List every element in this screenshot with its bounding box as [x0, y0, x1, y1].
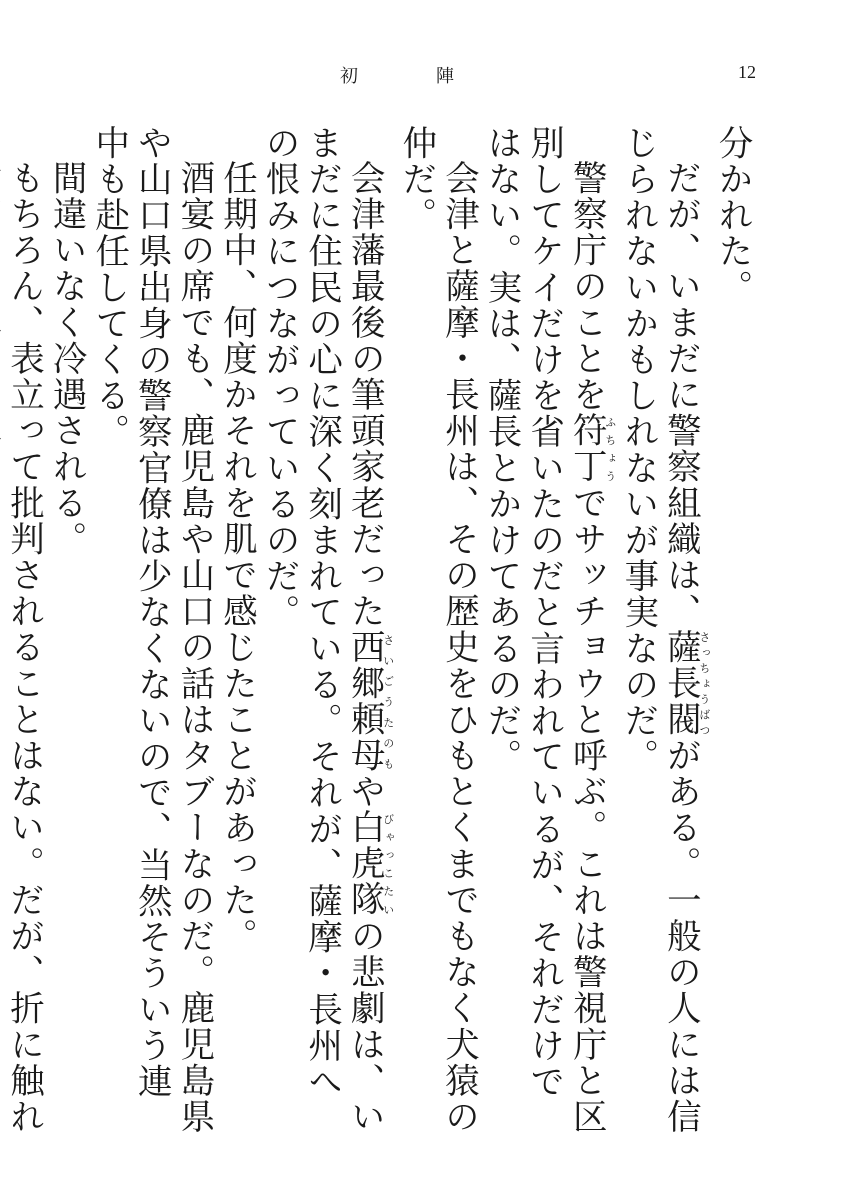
text-run: もちろん、表立って批判されることはない。だが、折に触れ [3, 159, 44, 1135]
paragraph [257, 125, 394, 1135]
paragraph [479, 125, 616, 1135]
paragraph [0, 125, 45, 1135]
text-run: でサッチョウと呼ぶ。これは警視庁と区別してケイだけを省いたのだと言われているが、それだけではない。実は、薩長とかけてあるのだ。 [481, 125, 607, 1135]
ruby-reading: びゃっこたい [381, 809, 395, 918]
text-run: や [344, 773, 385, 810]
text-run: 会津藩最後の筆頭家老だった [344, 159, 385, 629]
text-run: 酒宴の席でも、鹿児島や山口の話はタブーなのだ。鹿児島県や山口県出身の警察官僚は少なくないので、当然そういう連中も赴任してくる。 [88, 125, 214, 1135]
vertical-body-text [3, 125, 753, 1135]
paragraph [394, 125, 479, 1135]
text-run: 分かれた。 [712, 125, 752, 306]
ruby-reading: さっちょうばつ [697, 628, 711, 738]
ruby-reading: ふちょう [603, 412, 617, 485]
ruby-base: 符丁 [566, 412, 607, 485]
page-number: 12 [738, 62, 756, 82]
ruby-term [344, 628, 395, 774]
text-run: 間違いなく冷遇される。 [46, 159, 87, 557]
paragraph [87, 125, 215, 1135]
text-run: だが、いまだに警察組織は、 [660, 159, 701, 629]
ruby-term [566, 412, 617, 485]
ruby-term [660, 628, 711, 738]
paragraph [215, 125, 258, 1135]
ruby-base: 白虎隊 [344, 809, 385, 918]
page-header-title: 初 陣 [340, 66, 484, 87]
ruby-base: 薩長閥 [660, 628, 701, 738]
text-run: 警察庁のことを [566, 159, 607, 413]
text-run: がある。一般の人には信じられないかもしれないが事実なのだ。 [617, 125, 701, 1135]
text-run: 会津と薩摩・長州は、その歴史をひもとくまでもなく犬猿の仲だ。 [395, 125, 479, 1135]
paragraph [616, 125, 710, 1135]
text-run: 任期中、何度かそれを肌で感じたことがあった。 [216, 159, 257, 954]
ruby-base: 西郷頼母 [344, 628, 385, 774]
paragraph [45, 125, 88, 1135]
ruby-reading: さいごうたのも [381, 628, 395, 774]
ruby-term [344, 809, 395, 918]
paragraph [710, 125, 753, 1135]
text-run: の悲劇は、いまだに住民の心に深く刻まれている。それが、薩摩・長州への恨みにつながっているのだ。 [259, 125, 385, 1135]
